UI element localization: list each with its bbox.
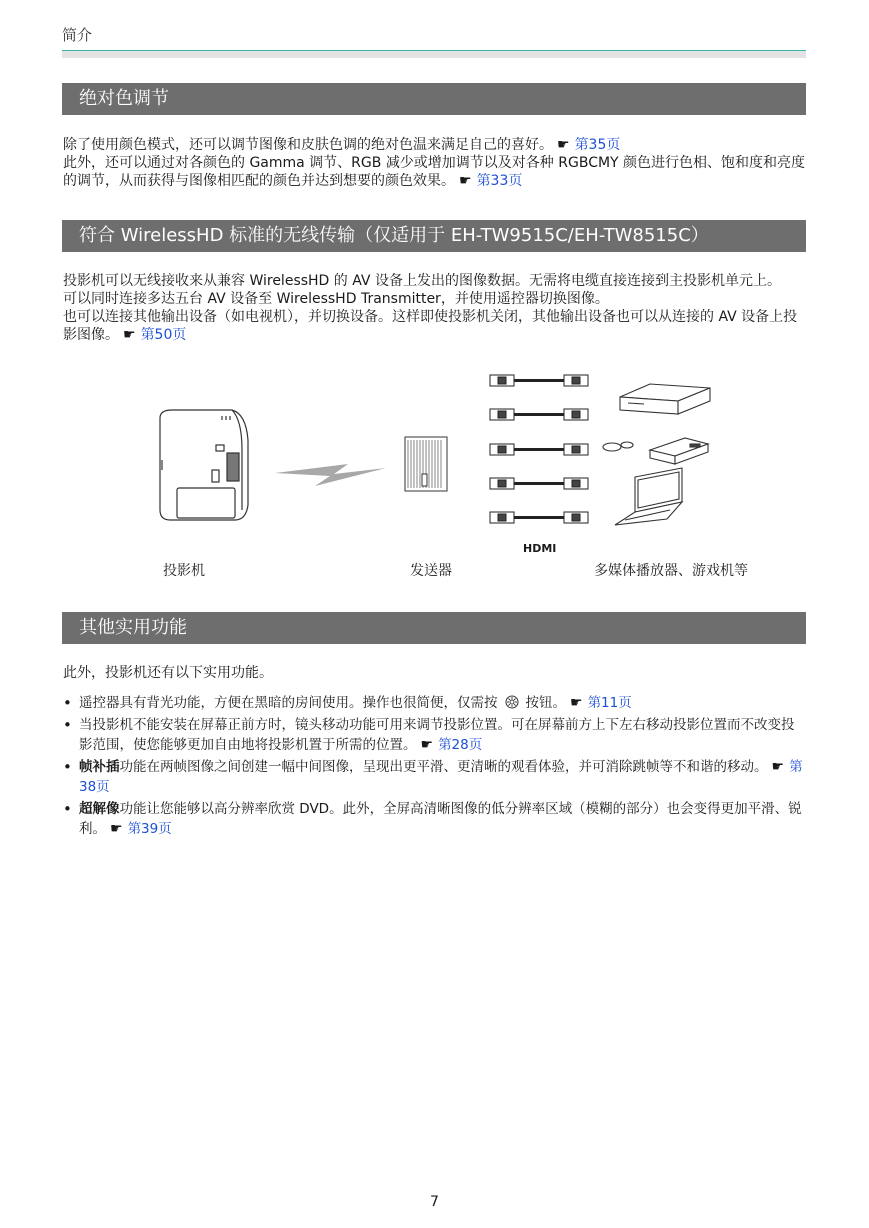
caption-projector: 投影机 [163, 563, 205, 579]
connection-diagram [150, 370, 800, 585]
list-item: • 遥控器具有背光功能，方便在黑暗的房间使用。操作也很简便，仅需按 按钮。 ☛ 第11页 [63, 693, 807, 713]
transmitter-illustration [405, 437, 447, 491]
page-link[interactable]: 第50页 [140, 327, 187, 343]
pointing-hand-icon: ☛ [570, 695, 583, 711]
caption-transmitter: 发送器 [410, 563, 452, 579]
caption-hdmi: HDMI [523, 542, 557, 555]
pointing-hand-icon: ☛ [123, 327, 136, 343]
paragraph: 除了使用颜色模式，还可以调节图像和皮肤色调的绝对色温来满足自己的喜好。 ☛ 第35页 [63, 137, 621, 153]
laptop-illustration [615, 468, 682, 525]
section-body-absolute-color [63, 136, 807, 190]
paragraph: 也可以连接其他输出设备（如电视机），并切换设备。这样即使投影机关闭，其他输出设备也可以从连接的 AV 设备上投影图像。 ☛ 第50页 [63, 309, 798, 343]
page-link[interactable]: 第39页 [127, 821, 172, 837]
pointing-hand-icon: ☛ [110, 821, 123, 837]
page-link[interactable]: 第33页 [476, 173, 523, 189]
projector-illustration [160, 410, 248, 520]
caption-media-devices: 多媒体播放器、游戏机等 [594, 563, 748, 579]
light-button-icon [505, 695, 519, 709]
paragraph: 投影机可以无线接收来从兼容 WirelessHD 的 AV 设备上发出的图像数据。无需将电缆直接连接到主投影机单元上。 [63, 273, 781, 289]
media-player-illustration [620, 384, 710, 414]
header-band [62, 51, 806, 58]
feature-list [63, 693, 807, 841]
pointing-hand-icon: ☛ [771, 759, 785, 775]
page-number: 7 [430, 1194, 439, 1210]
list-item: • 帧补插功能在两帧图像之间创建一幅中间图像，呈现出更平滑、更清晰的观看体验，并可消除跳帧等不和谐的移动。 ☛ 第38页 [63, 757, 807, 797]
paragraph: 可以同时连接多达五台 AV 设备至 WirelessHD Transmitter，并使用遥控器切换图像。 [63, 291, 609, 307]
list-item: • 当投影机不能安装在屏幕正前方时，镜头移动功能可用来调节投影位置。可在屏幕前方上下左右移动投影位置而不改变投影范围，使您能够更加自由地将投影机置于所需的位置。 ☛ 第28页 [63, 715, 807, 755]
page-link[interactable]: 第28页 [438, 737, 483, 753]
pointing-hand-icon: ☛ [557, 137, 570, 153]
page-link[interactable]: 第35页 [574, 137, 621, 153]
game-console-illustration [603, 438, 708, 464]
page-link[interactable]: 第11页 [587, 695, 632, 711]
section-body-wirelesshd [63, 272, 807, 344]
hdmi-cables [490, 375, 588, 523]
pointing-hand-icon: ☛ [459, 173, 472, 189]
list-item: • 超解像功能让您能够以高分辨率欣赏 DVD。此外，全屏高清晰图像的低分辨率区域（模糊的部分）也会变得更加平滑、锐利。 ☛ 第39页 [63, 799, 807, 839]
page-link[interactable]: 第38页 [79, 759, 803, 795]
chapter-title: 简介 [62, 26, 93, 44]
section-heading-absolute-color: 绝对色调节 [62, 83, 806, 115]
section-heading-wirelesshd: 符合 WirelessHD 标准的无线传输（仅适用于 EH-TW9515C/EH-TW8515C） [62, 220, 806, 252]
connection-diagram-art [150, 370, 800, 585]
section-heading-other-features: 其他实用功能 [62, 612, 806, 644]
wireless-signal-icon [275, 464, 386, 486]
pointing-hand-icon: ☛ [420, 737, 434, 753]
paragraph: 此外，还可以通过对各颜色的 Gamma 调节、RGB 减少或增加调节以及对各种 RGBCMY 颜色进行色相、饱和度和亮度的调节，从而获得与图像相匹配的颜色并达到想要的颜色效果。 ☛ 第33页 [63, 155, 806, 189]
section-intro: 此外，投影机还有以下实用功能。 [63, 665, 273, 681]
